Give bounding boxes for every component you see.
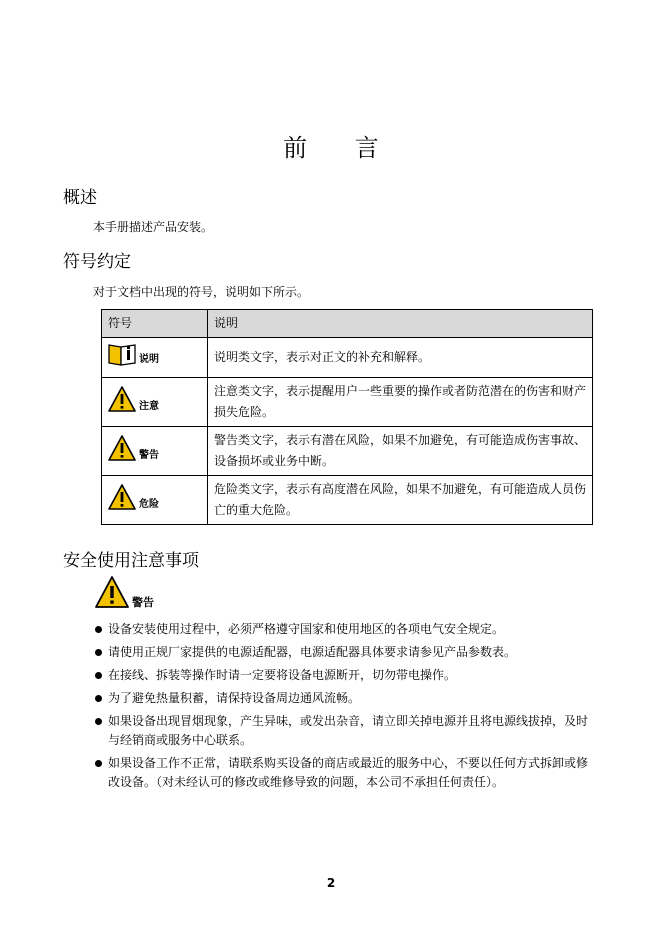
symbol-cell [102, 338, 208, 378]
table-header-cell: 说明 [208, 310, 593, 338]
symbol-description: 说明类文字，表示对正文的补充和解释。 [208, 338, 593, 378]
info-book-icon [107, 342, 137, 366]
overview-text: 本手册描述产品安装。 [93, 220, 214, 234]
symbol-description: 注意类文字，表示提醒用户一些重要的操作或者防范潜在的伤害和财产损失危险。 [208, 378, 593, 427]
table-row [102, 427, 593, 476]
safety-list [94, 620, 594, 796]
symbol-description: 危险类文字，表示有高度潜在风险，如果不加避免，有可能造成人员伤亡的重大危险。 [208, 476, 593, 525]
symbol-cell [102, 476, 208, 525]
warning-triangle-icon [94, 575, 130, 609]
table-header-row [102, 310, 593, 338]
list-item: 请使用正规厂家提供的电源适配器，电源适配器具体要求请参见产品参数表。 [94, 643, 594, 662]
symbol-label: 说明 [139, 354, 159, 365]
symbol-label: 注意 [139, 400, 159, 412]
symbol-cell [102, 427, 208, 476]
symbol-cell [102, 378, 208, 427]
symbol-label: 警告 [139, 449, 159, 461]
list-item: 如果设备工作不正常，请联系购买设备的商店或最近的服务中心，不要以任何方式拆卸或修改设备。（对未经认可的修改或维修导致的问题，本公司不承担任何责任）。 [94, 754, 594, 792]
page-number: 2 [326, 876, 336, 890]
symbol-label: 危险 [139, 498, 159, 510]
warning-triangle-icon [107, 434, 137, 462]
symbol-description: 警告类文字，表示有潜在风险，如果不加避免，有可能造成伤害事故、设备损坏或业务中断。 [208, 427, 593, 476]
table-row [102, 476, 593, 525]
table-row [102, 378, 593, 427]
warning-triangle-icon [107, 483, 137, 511]
safety-heading: 安全使用注意事项 [63, 551, 199, 571]
list-item: 设备安装使用过程中，必须严格遵守国家和使用地区的各项电气安全规定。 [94, 620, 594, 639]
table-row [102, 338, 593, 378]
safety-warning [94, 575, 154, 613]
list-item: 在接线、拆装等操作时请一定要将设备电源断开，切勿带电操作。 [94, 666, 594, 685]
list-item: 为了避免热量积蓄，请保持设备周边通风流畅。 [94, 689, 594, 708]
overview-heading: 概述 [63, 188, 97, 208]
table-header-cell: 符号 [102, 310, 208, 338]
page-title: 前 言 [283, 134, 399, 162]
safety-warning-label: 警告 [132, 596, 154, 609]
symbols-intro: 对于文档中出现的符号，说明如下所示。 [93, 285, 310, 299]
warning-triangle-icon [107, 385, 137, 413]
list-item: 如果设备出现冒烟现象，产生异味，或发出杂音，请立即关掉电源并且将电源线拔掉，及时与经销商或服务中心联系。 [94, 712, 594, 750]
symbols-table [101, 309, 593, 525]
symbols-heading: 符号约定 [63, 252, 131, 272]
